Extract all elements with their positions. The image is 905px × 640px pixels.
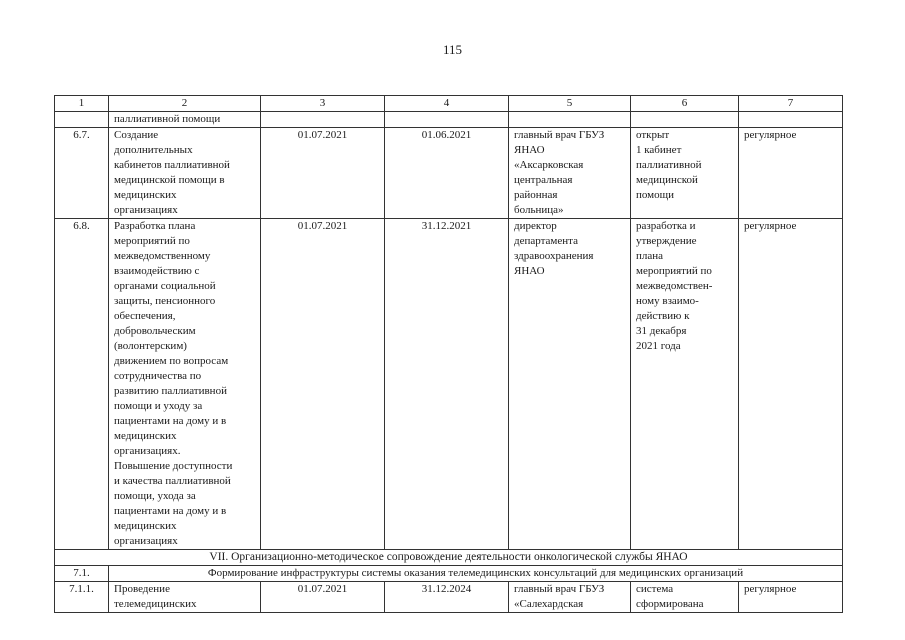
result-line: 2021 года	[636, 340, 681, 352]
result-line: утверждение	[636, 235, 697, 247]
header-cell: 6	[631, 96, 739, 112]
continuation-row	[55, 112, 843, 128]
activities-table	[54, 95, 843, 613]
action-line: организациях	[114, 535, 178, 547]
responsible-cell	[509, 128, 631, 219]
table-row	[55, 582, 843, 613]
responsible-line: «Салехардская	[514, 598, 584, 610]
row-number: 7.1.1.	[55, 582, 109, 613]
action-line: помощи, ухода за	[114, 490, 196, 502]
result-line: межведомствен-	[636, 280, 713, 292]
type-cell: регулярное	[739, 582, 843, 613]
action-line: развитию паллиативной	[114, 385, 227, 397]
result-line: помощи	[636, 189, 674, 201]
action-line: организациях	[114, 204, 178, 216]
action-line: органами социальной	[114, 280, 216, 292]
row-number: 6.8.	[55, 219, 109, 550]
result-line: 31 декабря	[636, 325, 687, 337]
continuation-text: паллиативной помощи	[109, 112, 261, 128]
result-line: разработка и	[636, 220, 696, 232]
responsible-line: «Аксарковская	[514, 159, 584, 171]
action-line: дополнительных	[114, 144, 193, 156]
action-line: Проведение	[114, 583, 170, 595]
responsible-line: районная	[514, 189, 558, 201]
action-cell	[109, 128, 261, 219]
action-line: медицинской помощи в	[114, 174, 225, 186]
header-cell: 4	[385, 96, 509, 112]
section-title: VII. Организационно-методическое сопровождение деятельности онкологической службы ЯНАО	[55, 550, 843, 566]
action-line: медицинских	[114, 520, 177, 532]
header-cell: 1	[55, 96, 109, 112]
action-line: защиты, пенсионного	[114, 295, 216, 307]
header-cell: 7	[739, 96, 843, 112]
action-line: пациентами на дому и в	[114, 505, 227, 517]
responsible-line: ЯНАО	[514, 265, 545, 277]
action-cell	[109, 582, 261, 613]
result-line: паллиативной	[636, 159, 702, 171]
result-line: система	[636, 583, 674, 595]
responsible-line: департамента	[514, 235, 578, 247]
table-row	[55, 128, 843, 219]
table-row	[55, 219, 843, 550]
result-line: медицинской	[636, 174, 698, 186]
result-line: сформирована	[636, 598, 704, 610]
responsible-line: главный врач ГБУЗ	[514, 583, 605, 595]
action-line: медицинских	[114, 189, 177, 201]
result-line: плана	[636, 250, 664, 262]
action-line: межведомственному	[114, 250, 211, 262]
responsible-line: центральная	[514, 174, 573, 186]
subsection-title: Формирование инфраструктуры системы оказания телемедицинских консультаций для медицинских организаций	[109, 566, 843, 582]
result-cell	[631, 219, 739, 550]
action-line: Создание	[114, 129, 159, 141]
responsible-line: ЯНАО	[514, 144, 545, 156]
action-line: помощи и уходу за	[114, 400, 203, 412]
action-line: организациях.	[114, 445, 181, 457]
result-line: мероприятий по	[636, 265, 712, 277]
end-date: 31.12.2021	[385, 219, 509, 550]
result-cell	[631, 582, 739, 613]
action-line: добровольческим	[114, 325, 196, 337]
subsection-number: 7.1.	[55, 566, 109, 582]
action-line: обеспечения,	[114, 310, 176, 322]
start-date: 01.07.2021	[261, 582, 385, 613]
result-line: открыт	[636, 129, 670, 141]
action-line: кабинетов паллиативной	[114, 159, 230, 171]
responsible-line: здравоохранения	[514, 250, 594, 262]
responsible-cell	[509, 582, 631, 613]
end-date: 01.06.2021	[385, 128, 509, 219]
action-line: взаимодействию с	[114, 265, 200, 277]
action-line: движением по вопросам	[114, 355, 229, 367]
result-line: ному взаимо-	[636, 295, 699, 307]
action-line: мероприятий по	[114, 235, 190, 247]
action-line: пациентами на дому и в	[114, 415, 227, 427]
action-line: (волонтерским)	[114, 340, 187, 352]
end-date: 31.12.2024	[385, 582, 509, 613]
subsection-row	[55, 566, 843, 582]
header-cell: 3	[261, 96, 385, 112]
action-line: Разработка плана	[114, 220, 196, 232]
responsible-cell	[509, 219, 631, 550]
result-line: 1 кабинет	[636, 144, 682, 156]
start-date: 01.07.2021	[261, 128, 385, 219]
action-line: медицинских	[114, 430, 177, 442]
header-cell: 2	[109, 96, 261, 112]
responsible-line: директор	[514, 220, 557, 232]
action-line: Повышение доступности	[114, 460, 233, 472]
responsible-line: главный врач ГБУЗ	[514, 129, 605, 141]
result-cell	[631, 128, 739, 219]
type-cell: регулярное	[739, 219, 843, 550]
action-cell	[109, 219, 261, 550]
responsible-line: больница»	[514, 204, 564, 216]
row-number: 6.7.	[55, 128, 109, 219]
result-line: действию к	[636, 310, 690, 322]
action-line: и качества паллиативной	[114, 475, 231, 487]
header-cell: 5	[509, 96, 631, 112]
type-cell: регулярное	[739, 128, 843, 219]
header-row	[55, 96, 843, 112]
start-date: 01.07.2021	[261, 219, 385, 550]
section-row	[55, 550, 843, 566]
action-line: телемедицинских	[114, 598, 197, 610]
action-line: сотрудничества по	[114, 370, 202, 382]
page-number: 115	[442, 42, 463, 57]
